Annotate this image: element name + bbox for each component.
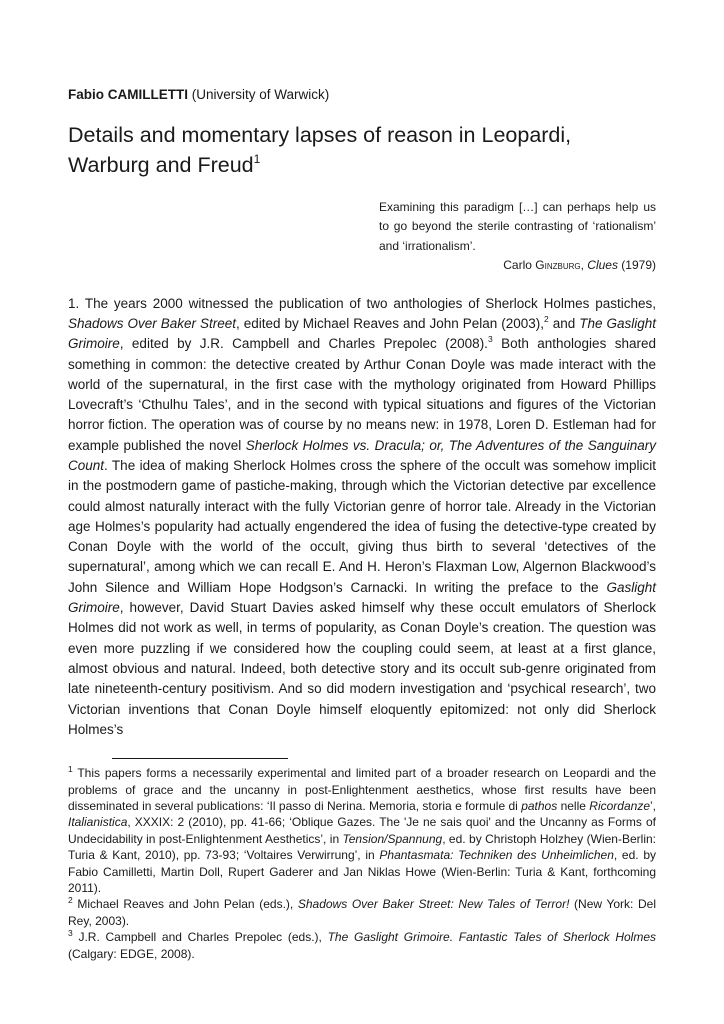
- epigraph-author-last: Ginzburg: [535, 258, 581, 273]
- footnote-3-number: 3: [68, 928, 73, 939]
- epigraph-citation: Carlo Ginzburg, Clues (1979): [503, 258, 656, 273]
- footnote-ref-2[interactable]: 2: [544, 313, 549, 324]
- footnote-1: $^1$ This papers forms a necessarily experimental and limited part of a broader research on Leopardi and the problems of grace and the uncanny in post-Enlightenment aesthetics, whose first results have been disseminated in several publications: ‘Il passo di Nerina. Memoria, storia e formule di pathos nelle Ricordanze’, Italianistica, XXXIX: 2 (2010), pp. 41-66; ‘Oblique Gazes. The 'Je ne sais quoi' and the Uncanny as Forms of Undecidability in post-Enlightenment Aesthetics’, in Tension/Spannung, ed. by Christoph Holzhey (Wien-Berlin: Turia & Kant, 2010), pp. 73-93; ‘Voltaires Verwirrung’, in Phantasmata: Techniken des Unheimlichen, ed. by Fabio Camilletti, Martin Doll, Rupert Gaderer and Jan Niklas Howe (Wien-Berlin: Turia & Kant, forthcoming 2011).: [68, 764, 656, 895]
- author-name: Fabio CAMILLETTI: [68, 87, 188, 102]
- paper-page: [68, 86, 656, 962]
- footnote-divider: [112, 758, 288, 759]
- footnote-2: $^2$ Michael Reaves and John Pelan (eds.), Shadows Over Baker Street: New Tales of Terror! (New York: Del Rey, 2003).: [68, 895, 656, 928]
- body-paragraph-1: 1. The years 2000 witnessed the publication of two anthologies of Sherlock Holmes pastiches, Shadows Over Baker Street, edited by Michael Reaves and John Pelan (2003),$^2$ and The Gaslight Grimoire, edited by J.R. Campbell and Charles Prepolec (2008).$^3$ Both anthologies shared something in common: the detective created by Arthur Conan Doyle was made interact with the world of the supernatural, in the first case with the mythology originated from Howard Phillips Lovecraft’s ‘Cthulhu Tales’, and in the second with typical situations and figures of the Victorian horror fiction. The operation was of course by no means new: in 1978, Loren D. Estleman had for example published the novel Sherlock Holmes vs. Dracula; or, The Adventures of the Sanguinary Count. The idea of making Sherlock Holmes cross the sphere of the occult was somehow implicit in the postmodern game of pastiche-making, through which the Victorian detective par excellence could almost naturally interact with the fully Victorian genre of horror tale. Already in the Victorian age Holmes’s popularity had actually engendered the idea of fusing the detective-type created by Conan Doyle with the world of the occult, giving thus birth to several ‘detectives of the supernatural’, among which we can recall E. And H. Heron’s Flaxman Low, Algernon Blackwood’s John Silence and William Hope Hodgson’s Carnacki. In writing the preface to the Gaslight Grimoire, however, David Stuart Davies asked himself why these occult emulators of Sherlock Holmes did not work as well, in terms of popularity, as Conan Doyle’s creation. The question was even more puzzling if we considered how the coupling could seem, at least at a first glance, almost obvious and natural. Indeed, both detective story and its occult sub-genre originated from late nineteenth-century positivism. And so did modern investigation and ‘psychical research’, two Victorian inventions that Conan Doyle himself eloquently epitomized: not only did Sherlock Holmes’s: [68, 295, 656, 737]
- footnote-ref-3[interactable]: 3: [487, 334, 493, 345]
- title-footnote-marker[interactable]: 1: [253, 152, 261, 166]
- epigraph-year: (1979): [617, 258, 656, 273]
- paper-title: [68, 120, 656, 180]
- epigraph-quote: Examining this paradigm […] can perhaps help us to go beyond the sterile contrasting of ‘rationalism’ and ‘irrationalism’.: [379, 200, 656, 253]
- epigraph-work: Clues: [587, 258, 618, 273]
- author-affiliation: (University of Warwick): [191, 87, 330, 102]
- epigraph-author-first: Carlo: [503, 258, 536, 273]
- footnote-1-number: 1: [68, 764, 73, 775]
- footnote-2-number: 2: [68, 895, 73, 906]
- paper-title-text: Details and momentary lapses of reason in Leopardi, Warburg and Freud: [68, 123, 572, 177]
- author-line: [68, 86, 656, 104]
- footnote-3: $^3$ J.R. Campbell and Charles Prepolec (eds.), The Gaslight Grimoire. Fantastic Tales of Sherlock Holmes (Calgary: EDGE, 2008).: [68, 928, 656, 961]
- epigraph: [379, 198, 656, 276]
